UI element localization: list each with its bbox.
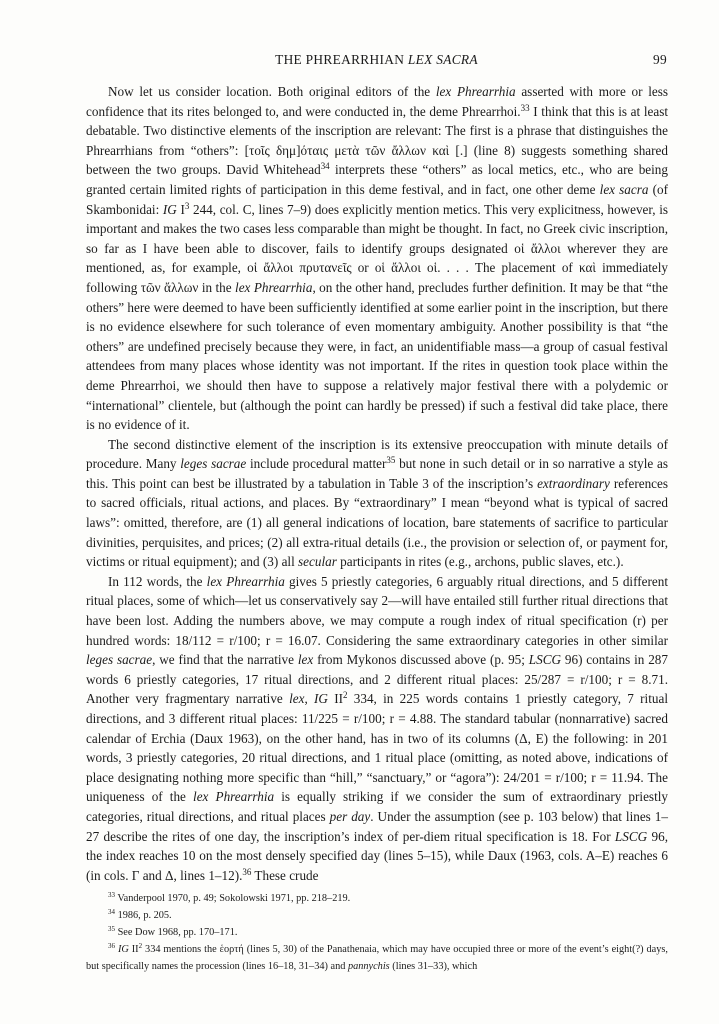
paragraph-ritual-index: In 112 words, the lex Phrearrhia gives 5 priestly categories, 6 arguably ritual directions, and 5 different ritual places, some of which—let us conservatively say 2—will have entailed still further ritual directions that have been lost. Adding the numbers above, we may compute a rough index of ritual specification (r) per hundred words: 18/112 = r/100; r = 16.07. Considering the same extraordinary categories in other similar leges sacrae, we find that the narrative lex from Mykonos discussed above (p. 95; LSCG 96) contains in 287 words 6 priestly categories, 17 ritual directions, and 2 different ritual places: 25/287 = r/100; r = 8.71. Another very fragmentary narrative lex, IG $II^2$ 334, in 225 words contains 1 priestly category, 7 ritual directions, and 3 different ritual places: 11/225 = r/100; r = 4.88. The standard tabular (nonnarrative) sacred calendar of Erchia (Daux 1963), on the other hand, has in two of its columns (Δ, E) the following: in 201 words, 3 priestly categories, 20 ritual directions, and 1 ritual place (omitting, as noted above, indications of place designating nothing more specific than “hill,” “sanctuary,” or “agora”): 24/201 = r/100; r = 11.94. The uniqueness of the lex Phrearrhia is equally striking if we consider the sum of extraordinary priestly categories, ritual directions, and ritual places per day. Under the assumption (see p. 103 below) that lines 1–27 describe the rites of one day, the inscription’s index of per-diem ritual specification is 18. For LSCG 96, the index reaches 10 on the most densely specified day (lines 5–15), while Daux (1963, cols. A–E) reaches 6 (in cols. Γ and Δ, lines 1–12).$^{36}$ These crude	[86, 573, 668, 883]
main-text	[86, 82, 668, 885]
paragraph-location: Now let us consider location. Both original editors of the lex Phrearrhia asserted with more or less confidence that its rites belonged to, and were conducted in, the deme Phrearrhoi.$^{33}$ I think that this is at least debatable. Two distinctive elements of the inscription are relevant: The first is a phrase that distinguishes the Phrearrhians from “others”: [τοῖς δημ]όταις μετὰ τῶν ἄλλων καὶ [.] (line 8) suggests something shared between the two groups. David Whitehead$^{34}$ interprets these “others” as local metics, etc., who are being granted certain limited rights of participation in this deme festival, and in fact, one other deme lex sacra (of Skambonidai: IG $I^3$ 244, col. C, lines 7–9) does explicitly mention metics. This very explicitness, however, is important and makes the two cases less comparable than might be thought. In fact, no Greek civic inscription, so far as I have been able to discover, fails to identify groups designated οἱ ἄλλοι wherever they are mentioned, as, for example, οἱ ἄλλοι πρυτανεῖς or οἱ ἄλλοι οἱ. . . . The placement of καὶ immediately following τῶν ἄλλων in the lex Phrearrhia, on the other hand, precludes further definition. It may be that “the others” here were deemed to have been sufficiently identified at some earlier point in the inscription, but there is no evidence elsewhere for such tolerance of even momentary ambiguity. Another possibility is that “the others” are undefined precisely because they were, in fact, an unidentifiable mass—a group of casual festival attendees from many places whose identity was not important. If the rites in question took place within the deme Phrearrhoi, we should then have to suppose a relatively major festival there with a polydemic or “international” clientele, but (although the point can hardly be pressed) if such a festival did take place, there is no evidence of it.	[86, 84, 669, 433]
page-number: 99	[653, 52, 667, 67]
footnote-36: $^{36}$ IG $II^2$ 334 mentions the ἑορτή (lines 5, 30) of the Panathenaia, which may have occupied three or more of the event’s eight(?) days, but specifically names the procession (lines 16–18, 31–34) and pannychis (lines 31–33), which	[86, 942, 668, 972]
paragraph-procedure: The second distinctive element of the inscription is its extensive preoccupation with minute details of procedure. Many leges sacrae include procedural matter$^{35}$ but none in such detail or in so narrative a style as this. This point can best be illustrated by a tabulation in Table 3 of the inscription’s extraordinary references to sacred officials, ritual actions, and places. By “extraordinary” I mean “beyond what is typical of sacred laws”: omitted, therefore, are (1) all general indications of location, bare statements of sacrifice to particular divinities, perquisites, and prices; (2) all extra-ritual details (i.e., the provision or selection of, or payment for, victims or ritual equipment); and (3) all secular participants in rites (e.g., archons, public slaves, etc.).	[86, 436, 669, 570]
running-header	[86, 52, 667, 72]
footnote-34: $^{34}$ 1986, p. 205.	[108, 908, 172, 921]
footnotes	[86, 890, 668, 975]
running-title: THE PHREARRHIAN LEX SACRA	[275, 52, 478, 67]
footnote-35: $^{35}$ See Dow 1968, pp. 170–171.	[108, 925, 238, 938]
footnote-33: $^{33}$ Vanderpool 1970, p. 49; Sokolowski 1971, pp. 218–219.	[108, 891, 351, 904]
